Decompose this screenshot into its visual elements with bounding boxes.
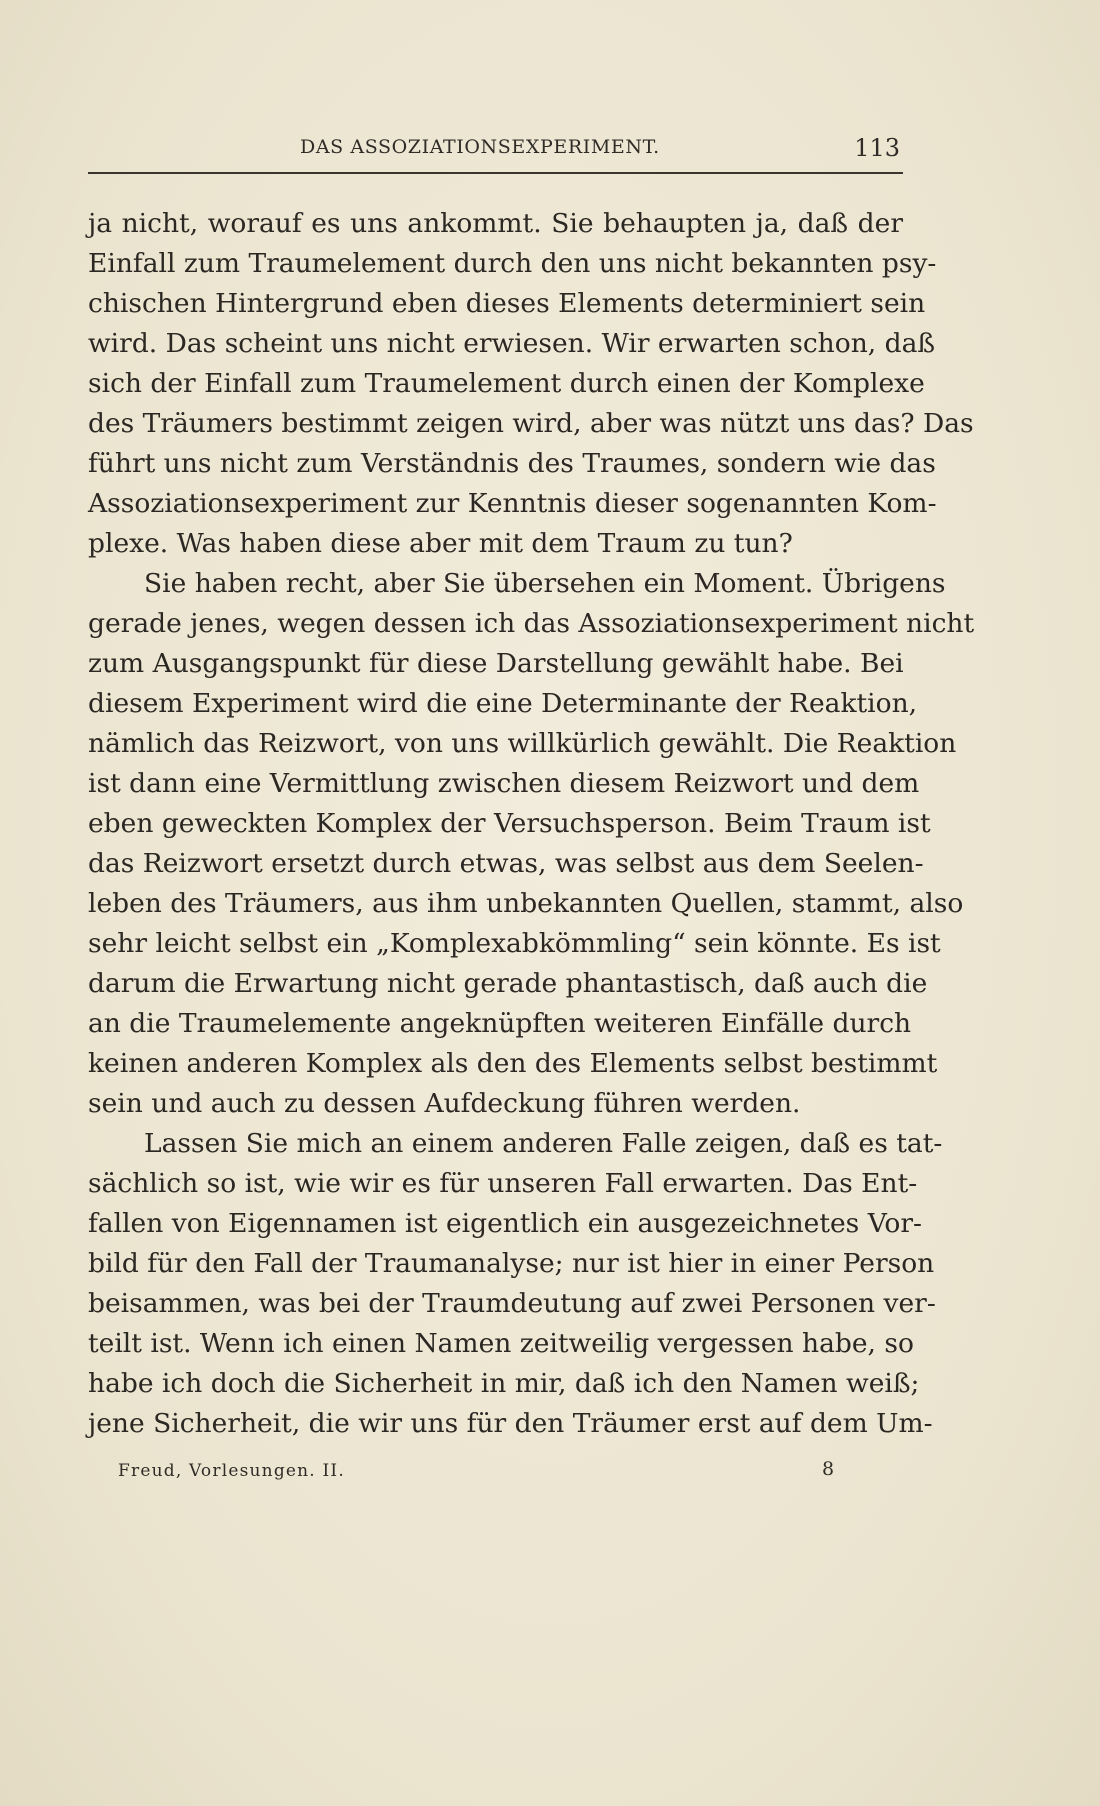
- text-line: gerade jenes, wegen dessen ich das Assoziationsexperiment nicht: [88, 608, 975, 639]
- page-number: 113: [854, 134, 900, 162]
- text-line: Lassen Sie mich an einem anderen Falle zeigen, daß es tat-: [144, 1128, 943, 1159]
- text-line: teilt ist. Wenn ich einen Namen zeitweilig vergessen habe, so: [88, 1328, 914, 1359]
- text-line: habe ich doch die Sicherheit in mir, daß ich den Namen weiß;: [88, 1368, 920, 1399]
- body-text: [88, 204, 975, 1444]
- text-line: keinen anderen Komplex als den des Elements selbst bestimmt: [88, 1048, 938, 1079]
- header-rule: [88, 172, 903, 174]
- text-line: leben des Träumers, aus ihm unbekannten Quellen, stammt, also: [88, 888, 964, 919]
- text-line: ja nicht, worauf es uns ankommt. Sie behaupten ja, daß der: [88, 208, 903, 239]
- text-line: des Träumers bestimmt zeigen wird, aber was nützt uns das? Das: [88, 408, 974, 439]
- text-line: Einfall zum Traumelement durch den uns nicht bekannten psy-: [88, 248, 937, 279]
- text-line: Assoziationsexperiment zur Kenntnis dieser sogenannten Kom-: [88, 488, 937, 519]
- running-title: DAS ASSOZIATIONSEXPERIMENT.: [300, 136, 660, 158]
- text-line: plexe. Was haben diese aber mit dem Traum zu tun?: [88, 528, 793, 559]
- text-line: sich der Einfall zum Traumelement durch einen der Komplexe: [88, 368, 925, 399]
- text-line: Sie haben recht, aber Sie übersehen ein Moment. Übrigens: [144, 568, 946, 599]
- text-line: eben geweckten Komplex der Versuchsperson. Beim Traum ist: [88, 808, 931, 839]
- text-line: sehr leicht selbst ein „Komplexabkömmling“ sein könnte. Es ist: [88, 928, 941, 959]
- text-line: sächlich so ist, wie wir es für unseren Fall erwarten. Das Ent-: [88, 1168, 918, 1199]
- text-line: wird. Das scheint uns nicht erwiesen. Wir erwarten schon, daß: [88, 328, 936, 359]
- text-line: bild für den Fall der Traumanalyse; nur ist hier in einer Person: [88, 1248, 935, 1279]
- text-line: an die Traumelemente angeknüpften weiteren Einfälle durch: [88, 1008, 912, 1039]
- text-line: fallen von Eigennamen ist eigentlich ein ausgezeichnetes Vor-: [88, 1208, 922, 1239]
- text-line: ist dann eine Vermittlung zwischen diesem Reizwort und dem: [88, 768, 920, 799]
- text-line: nämlich das Reizwort, von uns willkürlich gewählt. Die Reaktion: [88, 728, 957, 759]
- text-line: beisammen, was bei der Traumdeutung auf zwei Personen ver-: [88, 1288, 936, 1319]
- text-line: chischen Hintergrund eben dieses Elements determiniert sein: [88, 288, 926, 319]
- footer-note: Freud, Vorlesungen. II.: [118, 1461, 345, 1481]
- text-line: diesem Experiment wird die eine Determinante der Reaktion,: [88, 688, 918, 719]
- text-line: das Reizwort ersetzt durch etwas, was selbst aus dem Seelen-: [88, 848, 924, 879]
- text-line: führt uns nicht zum Verständnis des Traumes, sondern wie das: [88, 448, 936, 479]
- text-line: jene Sicherheit, die wir uns für den Träumer erst auf dem Um-: [88, 1408, 933, 1439]
- text-line: zum Ausgangspunkt für diese Darstellung gewählt habe. Bei: [88, 648, 904, 679]
- text-line: darum die Erwartung nicht gerade phantastisch, daß auch die: [88, 968, 928, 999]
- text-line: sein und auch zu dessen Aufdeckung führen werden.: [88, 1088, 801, 1119]
- signature-mark: 8: [822, 1458, 835, 1480]
- running-head: [88, 132, 900, 166]
